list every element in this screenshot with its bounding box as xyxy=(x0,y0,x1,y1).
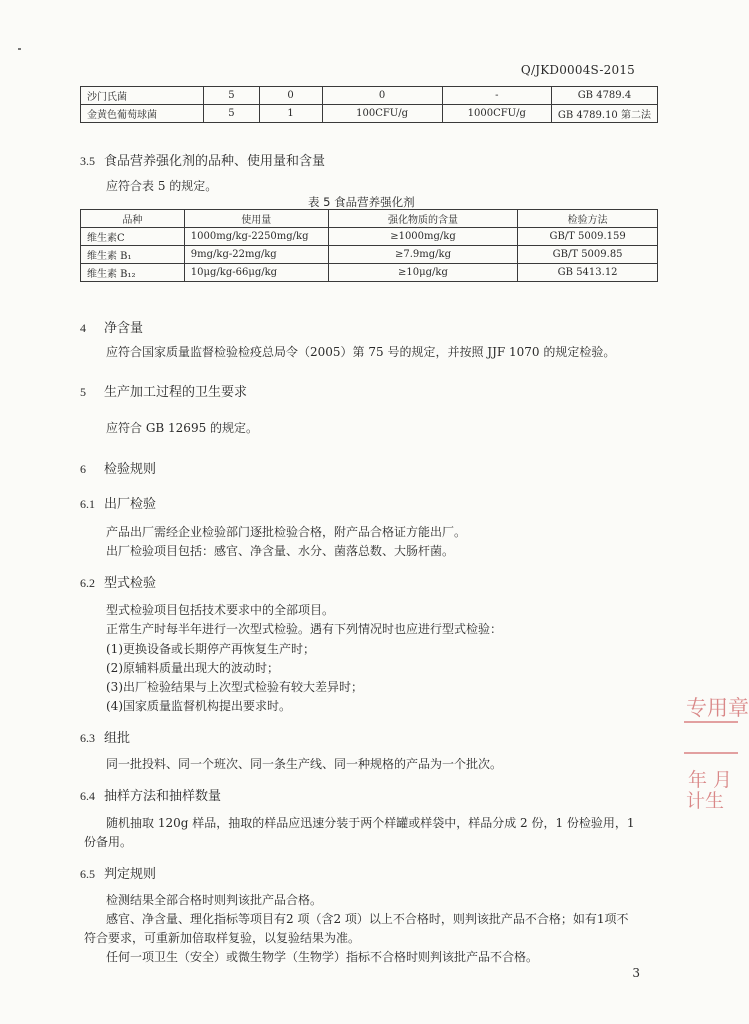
section-6-2-line: (2)原辅料质量出现大的波动时； xyxy=(106,661,279,675)
section-title: 净含量 xyxy=(104,321,144,336)
micro-M: 1000CFU/g xyxy=(442,105,551,123)
section-6-2-line: (1)更换设备或长期停产再恢复生产时； xyxy=(106,642,315,656)
section-6-3-heading xyxy=(80,727,130,746)
section-3-5-heading xyxy=(80,150,325,169)
table-row xyxy=(81,87,658,105)
micro-m: 100CFU/g xyxy=(322,105,442,123)
section-title: 生产加工过程的卫生要求 xyxy=(104,385,248,400)
stamp-text: 专用章 xyxy=(686,696,749,720)
section-5-heading xyxy=(80,381,247,400)
section-6-3-text: 同一批投料、同一个班次、同一条生产线、同一种规格的产品为一个批次。 xyxy=(106,757,503,771)
table-header-row xyxy=(81,210,658,228)
section-title: 检验规则 xyxy=(104,462,157,477)
micro-name: 金黄色葡萄球菌 xyxy=(81,105,204,123)
micro-m: 0 xyxy=(322,87,442,105)
stamp-line xyxy=(684,752,738,754)
section-title: 食品营养强化剂的品种、使用量和含量 xyxy=(104,154,326,169)
microbiology-table xyxy=(80,86,658,123)
page-number: 3 xyxy=(632,966,640,980)
col-header: 品种 xyxy=(81,210,185,228)
table-row xyxy=(81,246,658,264)
col-header: 使用量 xyxy=(184,210,328,228)
col-header: 强化物质的含量 xyxy=(328,210,517,228)
section-6-5-line: 符合要求，可重新加倍取样复验，以复验结果为准。 xyxy=(84,931,361,945)
section-6-heading xyxy=(80,458,156,477)
micro-method: GB 4789.4 xyxy=(551,87,657,105)
micro-c: 1 xyxy=(259,105,322,123)
section-title: 型式检验 xyxy=(104,576,157,591)
cell: 维生素 B₁₂ xyxy=(81,264,185,282)
micro-M: - xyxy=(442,87,551,105)
cell: GB 5413.12 xyxy=(518,264,658,282)
section-6-1-line: 产品出厂需经企业检验部门逐批检验合格，附产品合格证方能出厂。 xyxy=(106,525,467,539)
section-number: 6.4 xyxy=(80,789,95,803)
stamp-text: 年 月 xyxy=(688,769,733,791)
section-6-5-line: 检测结果全部合格时则判该批产品合格。 xyxy=(106,893,323,907)
section-6-1-heading xyxy=(80,493,156,512)
nutrition-fortifier-table xyxy=(80,209,658,282)
section-title: 出厂检验 xyxy=(104,497,157,512)
scan-speck xyxy=(18,48,21,50)
section-6-2-line: (3)出厂检验结果与上次型式检验有较大差异时； xyxy=(106,680,363,694)
section-number: 3.5 xyxy=(80,154,95,168)
section-5-text: 应符合 GB 12695 的规定。 xyxy=(106,421,259,435)
micro-n: 5 xyxy=(204,87,259,105)
document-code: Q/JKD0004S-2015 xyxy=(520,63,635,77)
section-6-2-line: 正常生产时每半年进行一次型式检验。遇有下列情况时也应进行型式检验： xyxy=(106,622,503,636)
section-3-5-text: 应符合表 5 的规定。 xyxy=(106,179,218,193)
section-title: 抽样方法和抽样数量 xyxy=(104,789,222,804)
section-number: 6 xyxy=(80,462,86,476)
section-title: 判定规则 xyxy=(104,867,157,882)
section-4-text: 应符合国家质量监督检验检疫总局令（2005）第 75 号的规定，并按照 JJF 1070 的规定检验。 xyxy=(106,345,616,359)
micro-c: 0 xyxy=(259,87,322,105)
cell: ≥10μg/kg xyxy=(328,264,517,282)
table-row xyxy=(81,105,658,123)
cell: ≥7.9mg/kg xyxy=(328,246,517,264)
section-title: 组批 xyxy=(104,731,131,746)
micro-method: GB 4789.10 第二法 xyxy=(551,105,657,123)
section-number: 4 xyxy=(80,321,86,335)
section-6-4-line: 份备用。 xyxy=(84,835,133,849)
cell: ≥1000mg/kg xyxy=(328,228,517,246)
cell: GB/T 5009.159 xyxy=(518,228,658,246)
section-6-2-line: 型式检验项目包括技术要求中的全部项目。 xyxy=(106,603,335,617)
section-6-1-line: 出厂检验项目包括：感官、净含量、水分、菌落总数、大肠杆菌。 xyxy=(106,544,455,558)
table-row xyxy=(81,264,658,282)
micro-n: 5 xyxy=(204,105,259,123)
cell: GB/T 5009.85 xyxy=(518,246,658,264)
table5-caption: 表 5 食品营养强化剂 xyxy=(308,195,415,209)
stamp-line xyxy=(684,721,738,723)
section-4-heading xyxy=(80,317,143,336)
cell: 1000mg/kg-2250mg/kg xyxy=(184,228,328,246)
section-6-2-line: (4)国家质量监督机构提出要求时。 xyxy=(106,699,291,713)
cell: 10μg/kg-66μg/kg xyxy=(184,264,328,282)
cell: 9mg/kg-22mg/kg xyxy=(184,246,328,264)
section-6-5-heading xyxy=(80,863,156,882)
section-6-2-heading xyxy=(80,572,156,591)
stamp-text: 计生 xyxy=(686,790,725,812)
micro-name: 沙门氏菌 xyxy=(81,87,204,105)
section-number: 6.3 xyxy=(80,731,95,745)
section-6-4-heading xyxy=(80,785,221,804)
section-number: 6.2 xyxy=(80,576,95,590)
table-row xyxy=(81,228,658,246)
section-number: 6.1 xyxy=(80,497,95,511)
cell: 维生素C xyxy=(81,228,185,246)
section-number: 5 xyxy=(80,385,86,399)
col-header: 检验方法 xyxy=(518,210,658,228)
red-stamp xyxy=(684,686,749,816)
cell: 维生素 B₁ xyxy=(81,246,185,264)
section-6-5-line: 任何一项卫生（安全）或微生物学（生物学）指标不合格时则判该批产品不合格。 xyxy=(106,950,539,964)
section-number: 6.5 xyxy=(80,867,95,881)
section-6-4-line: 随机抽取 120g 样品，抽取的样品应迅速分装于两个样罐或样袋中，样品分成 2 份，1 份检验用，1 xyxy=(106,816,635,830)
section-6-5-line: 感官、净含量、理化指标等项目有2 项（含2 项）以上不合格时，则判该批产品不合格；如有1项不 xyxy=(106,912,629,926)
